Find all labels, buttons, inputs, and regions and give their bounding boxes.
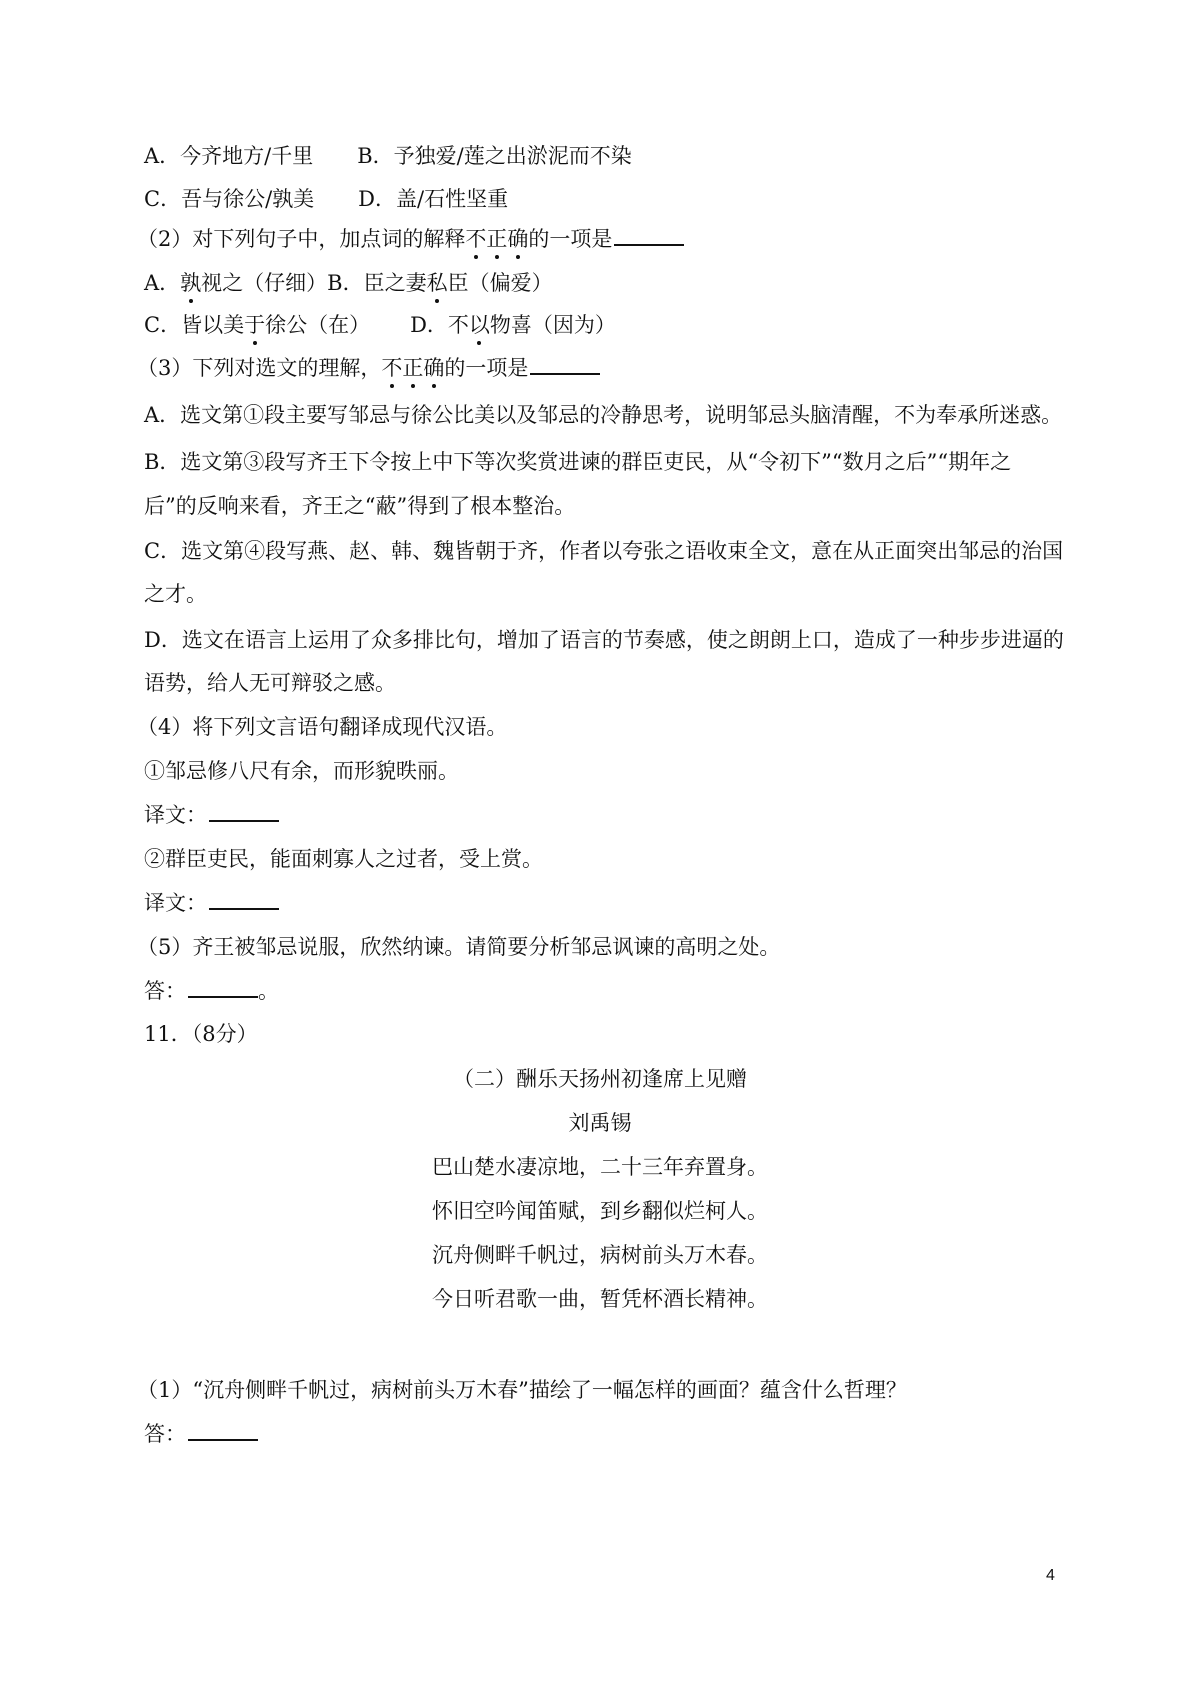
q3-option-c-line-2: 之才。 bbox=[144, 582, 207, 606]
poem-line: 怀旧空吟闻笛赋，到乡翻似烂柯人。 bbox=[432, 1199, 768, 1223]
poem-line: 今日听君歌一曲，暂凭杯酒长精神。 bbox=[432, 1287, 768, 1311]
q11-header: 11．（8分） bbox=[144, 1022, 258, 1046]
emphasis-char: 确 bbox=[423, 356, 445, 380]
q5-prompt: （5）齐王被邹忌说服，欣然纳谏。请简要分析邹忌讽谏的高明之处。 bbox=[137, 935, 781, 959]
q3-option-a: A．选文第①段主要写邹忌与徐公比美以及邹忌的冷静思考，说明邹忌头脑清醒，不为奉承所迷惑。 bbox=[144, 403, 1063, 427]
q4-translation-2: 译文： bbox=[144, 893, 279, 914]
answer-blank[interactable] bbox=[614, 243, 684, 246]
emphasis-char: 正 bbox=[402, 356, 424, 380]
q2-options-row-2 bbox=[144, 315, 616, 336]
q4-sentence-1: ①邹忌修八尺有余，而形貌昳丽。 bbox=[144, 759, 459, 783]
emphasis-char: 确 bbox=[507, 227, 529, 251]
q1-option-a: A．今齐地方/千里 bbox=[144, 144, 314, 168]
answer-blank[interactable] bbox=[188, 1438, 258, 1441]
q1-options-row-2 bbox=[144, 189, 508, 210]
poem-author: 刘禹锡 bbox=[568, 1111, 632, 1135]
emphasis-char: 正 bbox=[486, 227, 508, 251]
q1-option-d: D．盖/石性坚重 bbox=[358, 187, 509, 211]
q1-options-row-1 bbox=[144, 146, 632, 167]
poem-line: 巴山楚水凄凉地，二十三年弃置身。 bbox=[432, 1155, 768, 1179]
page-number: 4 bbox=[1046, 1567, 1055, 1584]
poem-title: （二）酬乐天扬州初逢席上见赠 bbox=[453, 1067, 747, 1091]
q1-option-c: C．吾与徐公/孰美 bbox=[144, 187, 315, 211]
answer-blank[interactable] bbox=[530, 372, 600, 375]
q11-sub1-prompt: （1）“沉舟侧畔千帆过，病树前头万木春”描绘了一幅怎样的画面？蕴含什么哲理？ bbox=[137, 1378, 907, 1402]
q3-option-b-line-2: 后”的反响来看，齐王之“蔽”得到了根本整治。 bbox=[144, 494, 576, 518]
q2-option-b: B．臣之妻私臣（偏爱） bbox=[327, 271, 553, 295]
q1-option-b: B．予独爱/莲之出淤泥而不染 bbox=[357, 144, 632, 168]
q3-prompt: （3）下列对选文的理解，不正确的一项是 bbox=[137, 358, 600, 379]
q4-sentence-2: ②群臣吏民，能面刺寡人之过者，受上赏。 bbox=[144, 847, 543, 871]
answer-blank[interactable] bbox=[209, 819, 279, 822]
q11-sub1-answer: 答： bbox=[144, 1424, 258, 1445]
q2-option-d: D．不以物喜（因为） bbox=[410, 313, 616, 337]
answer-blank[interactable] bbox=[188, 995, 258, 998]
q3-option-b-line-1: B．选文第③段写齐王下令按上中下等次奖赏进谏的群臣吏民，从“令初下”“数月之后”“期年之 bbox=[144, 450, 1012, 474]
q4-prompt: （4）将下列文言语句翻译成现代汉语。 bbox=[137, 715, 508, 739]
emphasis-char: 不 bbox=[381, 356, 403, 380]
answer-blank[interactable] bbox=[209, 907, 279, 910]
q3-option-d-line-1: D．选文在语言上运用了众多排比句，增加了语言的节奏感，使之朗朗上口，造成了一种步步进逼的 bbox=[144, 628, 1064, 652]
q2-option-c: C．皆以美于徐公（在） bbox=[144, 313, 371, 337]
poem-line: 沉舟侧畔千帆过，病树前头万木春。 bbox=[432, 1243, 768, 1267]
q2-option-a: A．孰视之（仔细） bbox=[144, 271, 328, 295]
q4-translation-1: 译文： bbox=[144, 805, 279, 826]
q2-options-row-1 bbox=[144, 273, 553, 294]
emphasis-char: 不 bbox=[465, 227, 487, 251]
q5-answer: 答： 。 bbox=[144, 979, 279, 1003]
q3-option-d-line-2: 语势，给人无可辩驳之感。 bbox=[144, 671, 396, 695]
q3-option-c-line-1: C．选文第④段写燕、赵、韩、魏皆朝于齐，作者以夸张之语收束全文，意在从正面突出邹忌的治国 bbox=[144, 539, 1064, 563]
q2-prompt: （2）对下列句子中，加点词的解释不正确的一项是 bbox=[137, 229, 684, 250]
